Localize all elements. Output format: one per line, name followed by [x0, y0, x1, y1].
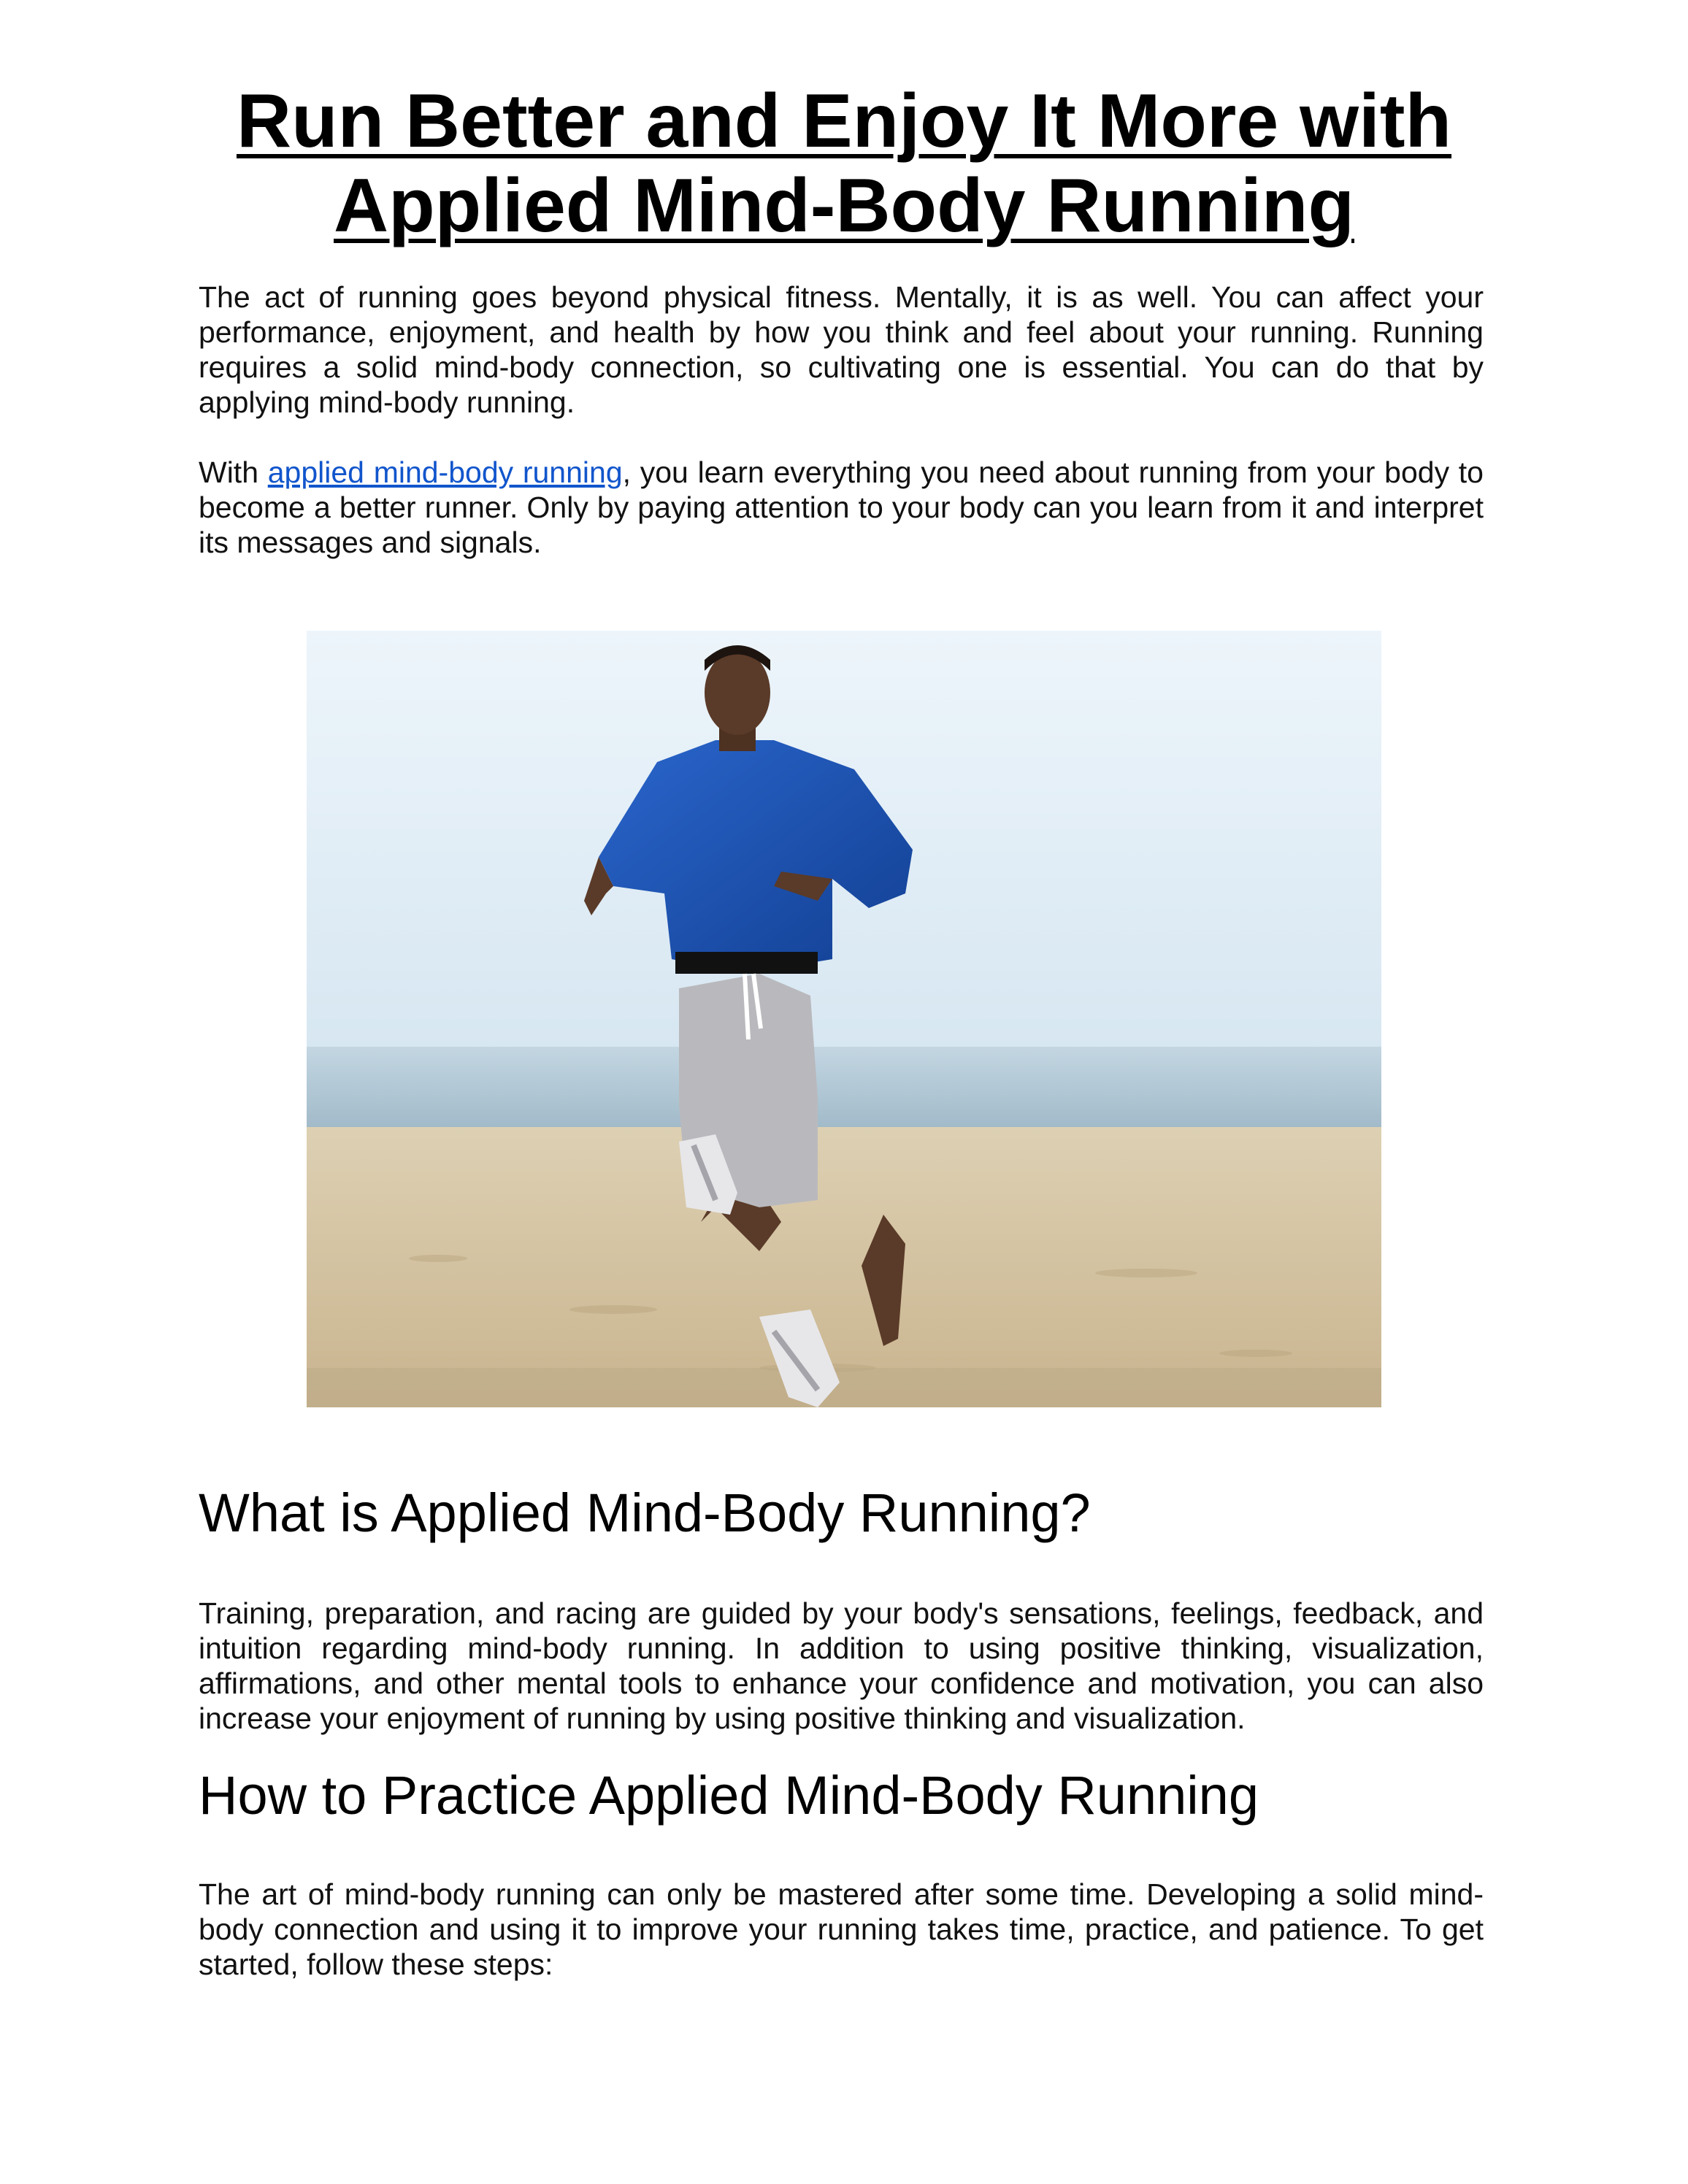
second-paragraph [199, 455, 1484, 560]
section-body-how-to: The art of mind-body running can only be mastered after some time. Developing a solid mind-body connection and using it to improve your running takes time, practice, and patience. To get started, follow these steps: [199, 1877, 1484, 1981]
photo-runner-on-beach-icon [307, 631, 1381, 1407]
second-paragraph-rest: , you learn everything you need about running from your body to become a better runner. Only by paying attention to your body can you learn from it and interpret its messages and signals. [199, 455, 1484, 559]
runner-photo [307, 631, 1381, 1407]
second-paragraph-lead: With [199, 455, 268, 489]
intro-paragraph: The act of running goes beyond physical fitness. Mentally, it is as well. You can affect your performance, enjoyment, and health by how you think and feel about your running. Running requires a solid mind-body connection, so cultivating one is essential. You can do that by applying mind-body running. [199, 280, 1484, 419]
applied-mind-body-running-link[interactable]: applied mind-body running [267, 455, 623, 489]
title-line-2: Applied Mind-Body Running [334, 164, 1354, 248]
section-body-what-is: Training, preparation, and racing are guided by your body's sensations, feelings, feedback, and intuition regarding mind-body running. In addition to using positive thinking, visualization, affirmations, and other mental tools to enhance your confidence and motivation, you can also increase your enjoyment of running by using positive thinking and visualization. [199, 1596, 1484, 1735]
page-title [175, 79, 1513, 248]
section-heading-what-is: What is Applied Mind-Body Running? [199, 1483, 1091, 1543]
section-heading-how-to: How to Practice Applied Mind-Body Running [199, 1765, 1259, 1826]
title-line-1: Run Better and Enjoy It More with [236, 79, 1452, 164]
